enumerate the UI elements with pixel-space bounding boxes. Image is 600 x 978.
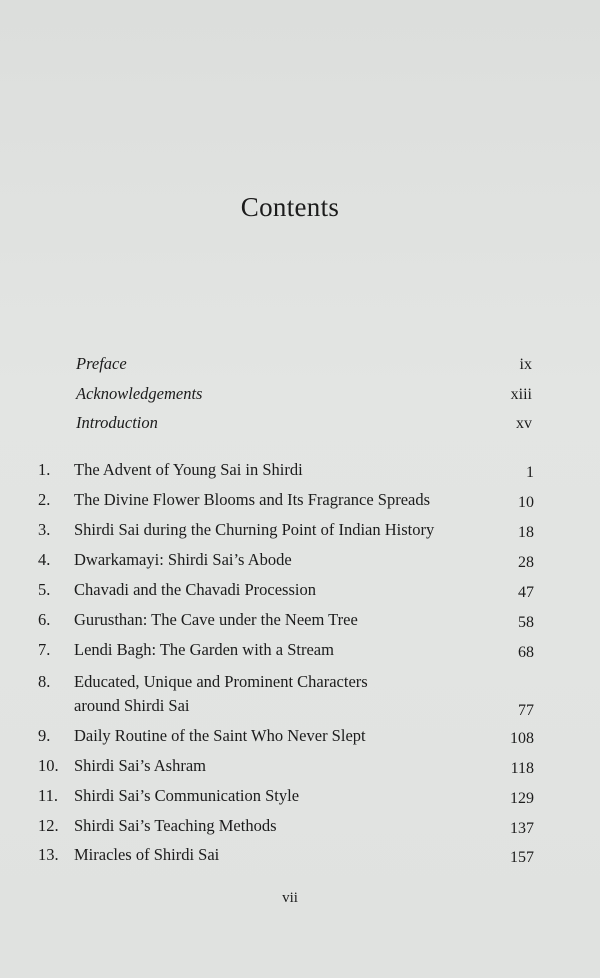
toc-entry [38,580,534,606]
front-matter-label: Preface [76,354,127,373]
front-matter-label: Acknowledgements [76,384,203,403]
chapter-page: 137 [510,820,534,837]
chapter-number: 12. [38,816,59,835]
page-title: Contents [240,192,340,222]
toc-entry [38,816,534,842]
chapter-page: 108 [510,730,534,747]
chapter-number: 2. [38,490,51,509]
chapter-title: Gurusthan: The Cave under the Neem Tree [74,610,358,629]
toc-entry [38,756,534,782]
chapter-number: 6. [38,610,51,629]
chapter-number: 7. [38,640,51,659]
chapter-page: 10 [518,494,534,511]
chapter-number: 5. [38,580,51,599]
chapter-page: 28 [518,554,534,571]
chapter-page: 68 [518,644,534,661]
chapter-title [74,670,368,718]
toc-entry [38,610,534,636]
chapter-number: 8. [38,672,51,691]
chapter-title: Shirdi Sai’s Ashram [74,756,207,775]
chapter-title: Chavadi and the Chavadi Procession [74,580,316,599]
chapter-title: Shirdi Sai’s Teaching Methods [74,816,277,835]
chapter-number: 10. [38,756,59,775]
page-number: vii [282,890,298,906]
front-matter-acknowledgements [76,384,536,408]
chapter-title: Shirdi Sai during the Churning Point of Indian History [74,520,435,539]
chapter-number: 13. [38,845,59,864]
chapter-title-line: Educated, Unique and Prominent Characters [74,672,368,691]
toc-entry [38,550,534,576]
chapter-number: 11. [38,786,59,805]
chapter-page: 118 [510,760,534,777]
chapter-title: Shirdi Sai’s Communication Style [74,786,300,805]
front-matter-page: ix [519,356,532,373]
front-matter-label: Introduction [76,413,158,432]
chapter-page: 47 [518,584,534,601]
toc-entry [38,640,534,666]
chapter-number: 1. [38,460,51,479]
chapter-title: Lendi Bagh: The Garden with a Stream [74,640,334,659]
chapter-page: 129 [510,790,534,807]
chapter-title: Dwarkamayi: Shirdi Sai’s Abode [74,550,292,569]
front-matter-page: xv [516,415,532,432]
toc-entry [38,460,534,486]
chapter-page: 58 [518,614,534,631]
front-matter-page: xiii [510,386,532,403]
toc-entry [38,520,534,546]
chapter-title: Daily Routine of the Saint Who Never Slept [74,726,366,745]
chapter-page: 77 [518,702,534,719]
toc-entry [38,726,534,752]
chapter-page: 1 [526,464,534,481]
chapter-title: Miracles of Shirdi Sai [74,845,220,864]
front-matter-introduction [76,413,536,437]
chapter-page: 18 [518,524,534,541]
front-matter-preface [76,354,536,378]
chapter-title: The Divine Flower Blooms and Its Fragrance Spreads [74,490,431,509]
toc-entry [38,845,534,871]
chapter-page: 157 [510,849,534,866]
toc-entry [38,490,534,516]
chapter-number: 3. [38,520,51,539]
chapter-title: The Advent of Young Sai in Shirdi [74,460,303,479]
toc-entry [38,672,534,724]
chapter-number: 4. [38,550,51,569]
toc-entry [38,786,534,812]
chapter-title-line: around Shirdi Sai [74,696,190,715]
chapter-number: 9. [38,726,51,745]
